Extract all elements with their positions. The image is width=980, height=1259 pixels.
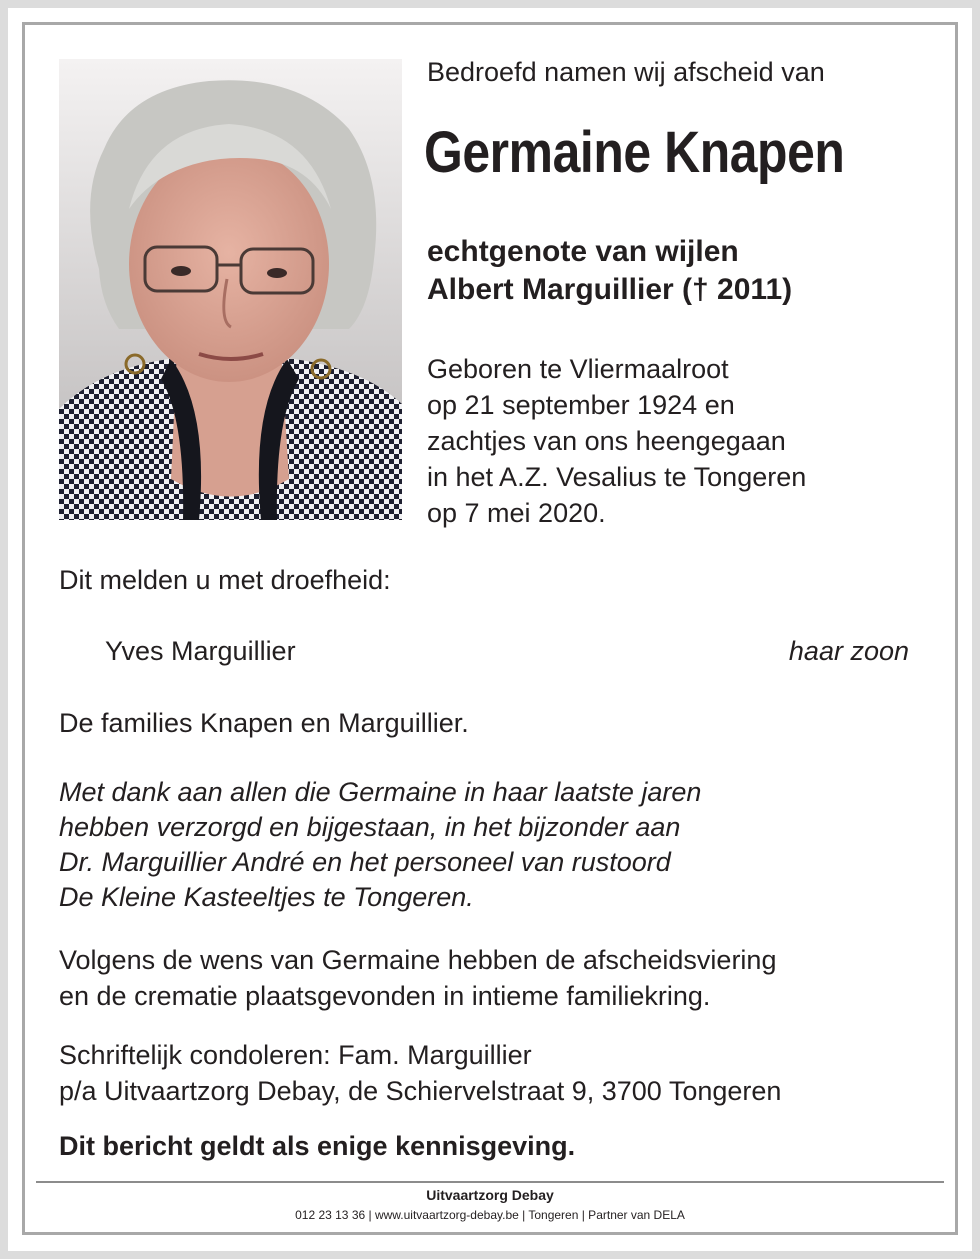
wish-line: en de crematie plaatsgevonden in intieme familiekring. — [59, 981, 711, 1011]
footer-divider — [36, 1181, 944, 1183]
condolences-line: p/a Uitvaartzorg Debay, de Schiervelstraat 9, 3700 Tongeren — [59, 1076, 782, 1106]
thanks-line: Dr. Marguillier André en het personeel van rustoord — [59, 847, 671, 877]
spouse-line: echtgenote van wijlen — [427, 235, 739, 268]
mourner-relation: haar zoon — [788, 636, 909, 666]
spouse-info — [427, 233, 792, 309]
families-text: De families Knapen en Marguillier. — [59, 708, 469, 738]
thanks-line: Met dank aan allen die Germaine in haar laatste jaren — [59, 777, 702, 807]
bio-line: op 7 mei 2020. — [427, 498, 606, 528]
bio-line: zachtjes van ons heengegaan — [427, 426, 786, 456]
bio-line: Geboren te Vliermaalroot — [427, 354, 729, 384]
notice-text: Dit bericht geldt als enige kennisgeving. — [59, 1131, 576, 1161]
wish-paragraph — [59, 942, 776, 1014]
mourner-name: Yves Marguillier — [105, 636, 296, 666]
condolences-line: Schriftelijk condoleren: Fam. Marguillier — [59, 1040, 532, 1070]
thanks-line: hebben verzorgd en bijgestaan, in het bijzonder aan — [59, 812, 681, 842]
birth-death-info — [427, 351, 806, 531]
footer-company: Uitvaartzorg Debay — [426, 1187, 554, 1203]
deceased-name: Germaine Knapen — [424, 120, 845, 185]
portrait-photo — [59, 59, 402, 520]
intro-text: Bedroefd namen wij afscheid van — [427, 57, 825, 87]
wish-line: Volgens de wens van Germaine hebben de afscheidsviering — [59, 945, 777, 975]
footer-contact: 012 23 13 36 | www.uitvaartzorg-debay.be | Tongeren | Partner van DELA — [295, 1208, 685, 1222]
thanks-line: De Kleine Kasteeltjes te Tongeren. — [59, 882, 474, 912]
condolences-address — [59, 1037, 781, 1109]
thanks-paragraph — [59, 775, 701, 915]
spouse-line: Albert Marguillier († 2011) — [427, 273, 793, 306]
announcement: Dit melden u met droefheid: — [59, 565, 391, 595]
bio-line: op 21 september 1924 en — [427, 390, 735, 420]
bio-line: in het A.Z. Vesalius te Tongeren — [427, 462, 807, 492]
